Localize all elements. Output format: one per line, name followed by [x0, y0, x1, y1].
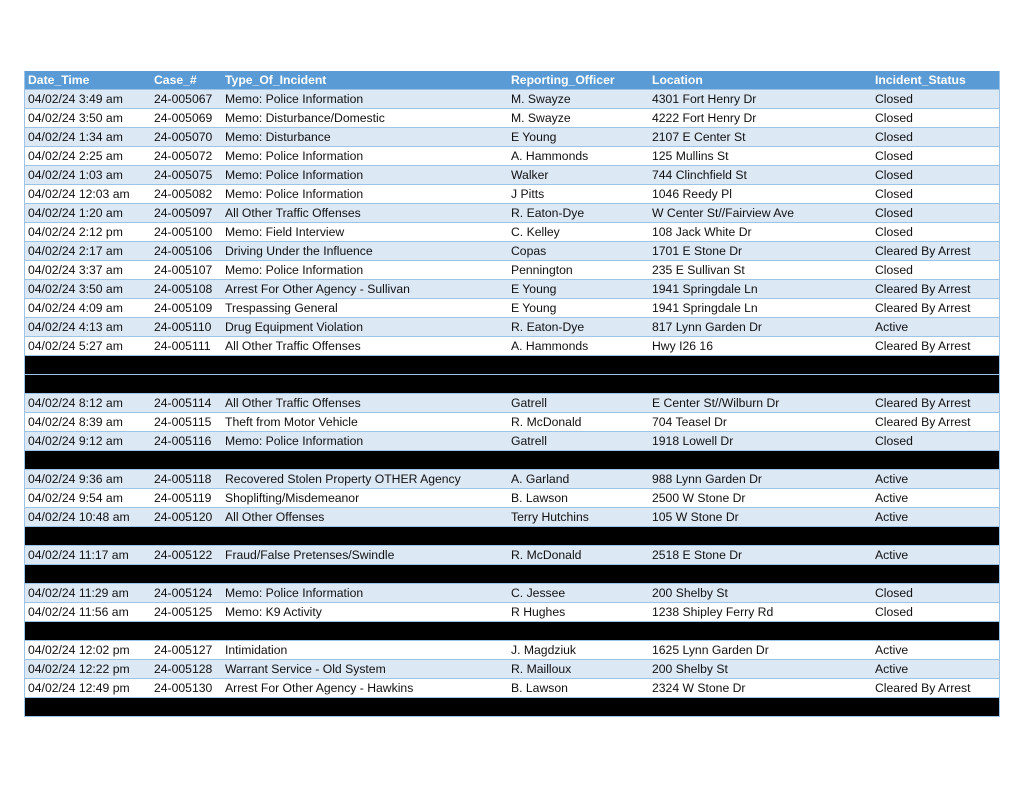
cell-location: Hwy I26 16: [649, 337, 872, 356]
cell-incident-status: Cleared By Arrest: [872, 413, 999, 432]
cell-location: 200 Shelby St: [649, 660, 872, 679]
table-row: [25, 584, 999, 603]
cell-case-number: 24-005128: [151, 660, 222, 679]
cell-date-time: 04/02/24 1:34 am: [25, 128, 151, 147]
cell-incident-status: Closed: [872, 432, 999, 451]
cell-type-of-incident: Trespassing General: [222, 299, 508, 318]
redacted-row: [25, 527, 999, 546]
cell-case-number: 24-005108: [151, 280, 222, 299]
cell-incident-status: Cleared By Arrest: [872, 679, 999, 698]
redaction-bar: [25, 375, 999, 394]
cell-case-number: 24-005130: [151, 679, 222, 698]
cell-date-time: 04/02/24 11:17 am: [25, 546, 151, 565]
cell-type-of-incident: Recovered Stolen Property OTHER Agency: [222, 470, 508, 489]
cell-case-number: 24-005069: [151, 109, 222, 128]
cell-date-time: 04/02/24 3:50 am: [25, 109, 151, 128]
table-body: [25, 90, 999, 717]
cell-incident-status: Active: [872, 489, 999, 508]
cell-location: 105 W Stone Dr: [649, 508, 872, 527]
table-row: [25, 641, 999, 660]
cell-date-time: 04/02/24 1:20 am: [25, 204, 151, 223]
redaction-bar: [25, 565, 999, 584]
redacted-row: [25, 451, 999, 470]
cell-case-number: 24-005120: [151, 508, 222, 527]
redacted-row: [25, 356, 999, 375]
redaction-bar: [25, 622, 999, 641]
table-row: [25, 432, 999, 451]
cell-incident-status: Closed: [872, 128, 999, 147]
cell-reporting-officer: R Hughes: [508, 603, 649, 622]
cell-date-time: 04/02/24 4:09 am: [25, 299, 151, 318]
cell-incident-status: Cleared By Arrest: [872, 337, 999, 356]
redacted-row: [25, 565, 999, 584]
cell-incident-status: Active: [872, 318, 999, 337]
cell-location: 988 Lynn Garden Dr: [649, 470, 872, 489]
cell-reporting-officer: Walker: [508, 166, 649, 185]
cell-reporting-officer: J. Magdziuk: [508, 641, 649, 660]
cell-incident-status: Closed: [872, 185, 999, 204]
cell-date-time: 04/02/24 2:17 am: [25, 242, 151, 261]
redacted-row: [25, 375, 999, 394]
column-header-case-number: Case_#: [151, 71, 222, 90]
cell-type-of-incident: Memo: Police Information: [222, 185, 508, 204]
cell-location: 235 E Sullivan St: [649, 261, 872, 280]
cell-reporting-officer: R. McDonald: [508, 413, 649, 432]
redaction-bar: [25, 698, 999, 717]
cell-reporting-officer: Gatrell: [508, 394, 649, 413]
cell-incident-status: Closed: [872, 147, 999, 166]
cell-date-time: 04/02/24 8:39 am: [25, 413, 151, 432]
cell-location: E Center St//Wilburn Dr: [649, 394, 872, 413]
table-row: [25, 337, 999, 356]
table-row: [25, 546, 999, 565]
cell-date-time: 04/02/24 9:12 am: [25, 432, 151, 451]
cell-incident-status: Cleared By Arrest: [872, 394, 999, 413]
table-row: [25, 413, 999, 432]
table-row: [25, 90, 999, 109]
table-row: [25, 166, 999, 185]
redaction-bar: [25, 451, 999, 470]
incident-log-table-container: [24, 71, 1000, 717]
cell-case-number: 24-005119: [151, 489, 222, 508]
cell-incident-status: Active: [872, 660, 999, 679]
cell-reporting-officer: A. Garland: [508, 470, 649, 489]
cell-location: 704 Teasel Dr: [649, 413, 872, 432]
cell-reporting-officer: Copas: [508, 242, 649, 261]
cell-type-of-incident: Driving Under the Influence: [222, 242, 508, 261]
cell-case-number: 24-005067: [151, 90, 222, 109]
cell-case-number: 24-005124: [151, 584, 222, 603]
table-row: [25, 261, 999, 280]
column-header-incident-status: Incident_Status: [872, 71, 999, 90]
cell-location: 1701 E Stone Dr: [649, 242, 872, 261]
table-row: [25, 660, 999, 679]
cell-location: 817 Lynn Garden Dr: [649, 318, 872, 337]
cell-reporting-officer: R. Eaton-Dye: [508, 204, 649, 223]
cell-date-time: 04/02/24 12:22 pm: [25, 660, 151, 679]
cell-date-time: 04/02/24 1:03 am: [25, 166, 151, 185]
cell-case-number: 24-005127: [151, 641, 222, 660]
cell-location: 1941 Springdale Ln: [649, 299, 872, 318]
cell-incident-status: Active: [872, 470, 999, 489]
cell-case-number: 24-005114: [151, 394, 222, 413]
cell-reporting-officer: M. Swayze: [508, 109, 649, 128]
cell-location: 1918 Lowell Dr: [649, 432, 872, 451]
cell-type-of-incident: Memo: Police Information: [222, 584, 508, 603]
cell-type-of-incident: Drug Equipment Violation: [222, 318, 508, 337]
cell-date-time: 04/02/24 3:50 am: [25, 280, 151, 299]
cell-reporting-officer: Pennington: [508, 261, 649, 280]
column-header-reporting-officer: Reporting_Officer: [508, 71, 649, 90]
redaction-bar: [25, 527, 999, 546]
cell-type-of-incident: Memo: Police Information: [222, 90, 508, 109]
table-row: [25, 508, 999, 527]
cell-incident-status: Active: [872, 508, 999, 527]
cell-location: 1941 Springdale Ln: [649, 280, 872, 299]
cell-location: 125 Mullins St: [649, 147, 872, 166]
cell-date-time: 04/02/24 10:48 am: [25, 508, 151, 527]
cell-reporting-officer: Gatrell: [508, 432, 649, 451]
cell-date-time: 04/02/24 11:29 am: [25, 584, 151, 603]
table-row: [25, 204, 999, 223]
cell-incident-status: Cleared By Arrest: [872, 280, 999, 299]
cell-case-number: 24-005115: [151, 413, 222, 432]
table-row: [25, 223, 999, 242]
cell-incident-status: Cleared By Arrest: [872, 242, 999, 261]
cell-reporting-officer: R. Eaton-Dye: [508, 318, 649, 337]
cell-type-of-incident: Shoplifting/Misdemeanor: [222, 489, 508, 508]
cell-incident-status: Closed: [872, 584, 999, 603]
cell-type-of-incident: Memo: Disturbance/Domestic: [222, 109, 508, 128]
cell-reporting-officer: C. Kelley: [508, 223, 649, 242]
cell-case-number: 24-005118: [151, 470, 222, 489]
cell-case-number: 24-005111: [151, 337, 222, 356]
cell-type-of-incident: Memo: Field Interview: [222, 223, 508, 242]
cell-reporting-officer: A. Hammonds: [508, 147, 649, 166]
cell-type-of-incident: Fraud/False Pretenses/Swindle: [222, 546, 508, 565]
column-header-type-of-incident: Type_Of_Incident: [222, 71, 508, 90]
cell-type-of-incident: Memo: Police Information: [222, 432, 508, 451]
cell-reporting-officer: E Young: [508, 128, 649, 147]
cell-case-number: 24-005106: [151, 242, 222, 261]
cell-date-time: 04/02/24 9:54 am: [25, 489, 151, 508]
cell-location: 4301 Fort Henry Dr: [649, 90, 872, 109]
cell-case-number: 24-005097: [151, 204, 222, 223]
cell-date-time: 04/02/24 2:12 pm: [25, 223, 151, 242]
cell-case-number: 24-005082: [151, 185, 222, 204]
table-row: [25, 147, 999, 166]
cell-date-time: 04/02/24 12:03 am: [25, 185, 151, 204]
cell-reporting-officer: Terry Hutchins: [508, 508, 649, 527]
incident-log-table: [25, 71, 999, 717]
cell-date-time: 04/02/24 12:49 pm: [25, 679, 151, 698]
cell-date-time: 04/02/24 12:02 pm: [25, 641, 151, 660]
cell-incident-status: Closed: [872, 603, 999, 622]
cell-reporting-officer: B. Lawson: [508, 489, 649, 508]
cell-reporting-officer: M. Swayze: [508, 90, 649, 109]
cell-location: 4222 Fort Henry Dr: [649, 109, 872, 128]
cell-type-of-incident: Memo: Police Information: [222, 261, 508, 280]
cell-reporting-officer: R. Mailloux: [508, 660, 649, 679]
cell-reporting-officer: E Young: [508, 280, 649, 299]
table-row: [25, 470, 999, 489]
cell-case-number: 24-005070: [151, 128, 222, 147]
cell-date-time: 04/02/24 3:49 am: [25, 90, 151, 109]
cell-case-number: 24-005107: [151, 261, 222, 280]
table-row: [25, 603, 999, 622]
cell-incident-status: Closed: [872, 204, 999, 223]
cell-incident-status: Closed: [872, 223, 999, 242]
table-row: [25, 679, 999, 698]
cell-type-of-incident: All Other Traffic Offenses: [222, 394, 508, 413]
cell-location: 2518 E Stone Dr: [649, 546, 872, 565]
cell-type-of-incident: All Other Offenses: [222, 508, 508, 527]
cell-location: W Center St//Fairview Ave: [649, 204, 872, 223]
table-row: [25, 109, 999, 128]
redaction-bar: [25, 356, 999, 375]
table-row: [25, 128, 999, 147]
cell-reporting-officer: A. Hammonds: [508, 337, 649, 356]
table-row: [25, 280, 999, 299]
cell-type-of-incident: Memo: Police Information: [222, 147, 508, 166]
cell-type-of-incident: Arrest For Other Agency - Hawkins: [222, 679, 508, 698]
table-row: [25, 318, 999, 337]
cell-date-time: 04/02/24 8:12 am: [25, 394, 151, 413]
cell-type-of-incident: Theft from Motor Vehicle: [222, 413, 508, 432]
cell-type-of-incident: Memo: K9 Activity: [222, 603, 508, 622]
cell-type-of-incident: Warrant Service - Old System: [222, 660, 508, 679]
table-row: [25, 394, 999, 413]
cell-location: 744 Clinchfield St: [649, 166, 872, 185]
cell-type-of-incident: Memo: Police Information: [222, 166, 508, 185]
cell-case-number: 24-005100: [151, 223, 222, 242]
cell-incident-status: Closed: [872, 109, 999, 128]
cell-reporting-officer: E Young: [508, 299, 649, 318]
cell-case-number: 24-005110: [151, 318, 222, 337]
cell-reporting-officer: B. Lawson: [508, 679, 649, 698]
cell-date-time: 04/02/24 9:36 am: [25, 470, 151, 489]
column-header-date-time: Date_Time: [25, 71, 151, 90]
cell-incident-status: Closed: [872, 90, 999, 109]
cell-reporting-officer: R. McDonald: [508, 546, 649, 565]
cell-reporting-officer: C. Jessee: [508, 584, 649, 603]
cell-location: 2107 E Center St: [649, 128, 872, 147]
header-row: [25, 71, 999, 90]
cell-location: 108 Jack White Dr: [649, 223, 872, 242]
cell-type-of-incident: Memo: Disturbance: [222, 128, 508, 147]
cell-location: 1046 Reedy Pl: [649, 185, 872, 204]
cell-type-of-incident: All Other Traffic Offenses: [222, 204, 508, 223]
cell-location: 1625 Lynn Garden Dr: [649, 641, 872, 660]
cell-location: 200 Shelby St: [649, 584, 872, 603]
cell-date-time: 04/02/24 4:13 am: [25, 318, 151, 337]
cell-case-number: 24-005116: [151, 432, 222, 451]
cell-location: 2500 W Stone Dr: [649, 489, 872, 508]
cell-type-of-incident: All Other Traffic Offenses: [222, 337, 508, 356]
redacted-row: [25, 698, 999, 717]
table-row: [25, 242, 999, 261]
cell-incident-status: Cleared By Arrest: [872, 299, 999, 318]
table-row: [25, 299, 999, 318]
cell-incident-status: Active: [872, 641, 999, 660]
redacted-row: [25, 622, 999, 641]
cell-date-time: 04/02/24 2:25 am: [25, 147, 151, 166]
table-row: [25, 489, 999, 508]
cell-incident-status: Closed: [872, 166, 999, 185]
cell-location: 1238 Shipley Ferry Rd: [649, 603, 872, 622]
table-row: [25, 185, 999, 204]
cell-type-of-incident: Intimidation: [222, 641, 508, 660]
cell-location: 2324 W Stone Dr: [649, 679, 872, 698]
cell-date-time: 04/02/24 5:27 am: [25, 337, 151, 356]
cell-type-of-incident: Arrest For Other Agency - Sullivan: [222, 280, 508, 299]
cell-case-number: 24-005125: [151, 603, 222, 622]
cell-case-number: 24-005109: [151, 299, 222, 318]
cell-incident-status: Active: [872, 546, 999, 565]
cell-case-number: 24-005122: [151, 546, 222, 565]
cell-reporting-officer: J Pitts: [508, 185, 649, 204]
cell-case-number: 24-005075: [151, 166, 222, 185]
cell-date-time: 04/02/24 11:56 am: [25, 603, 151, 622]
cell-date-time: 04/02/24 3:37 am: [25, 261, 151, 280]
column-header-location: Location: [649, 71, 872, 90]
cell-case-number: 24-005072: [151, 147, 222, 166]
cell-incident-status: Closed: [872, 261, 999, 280]
